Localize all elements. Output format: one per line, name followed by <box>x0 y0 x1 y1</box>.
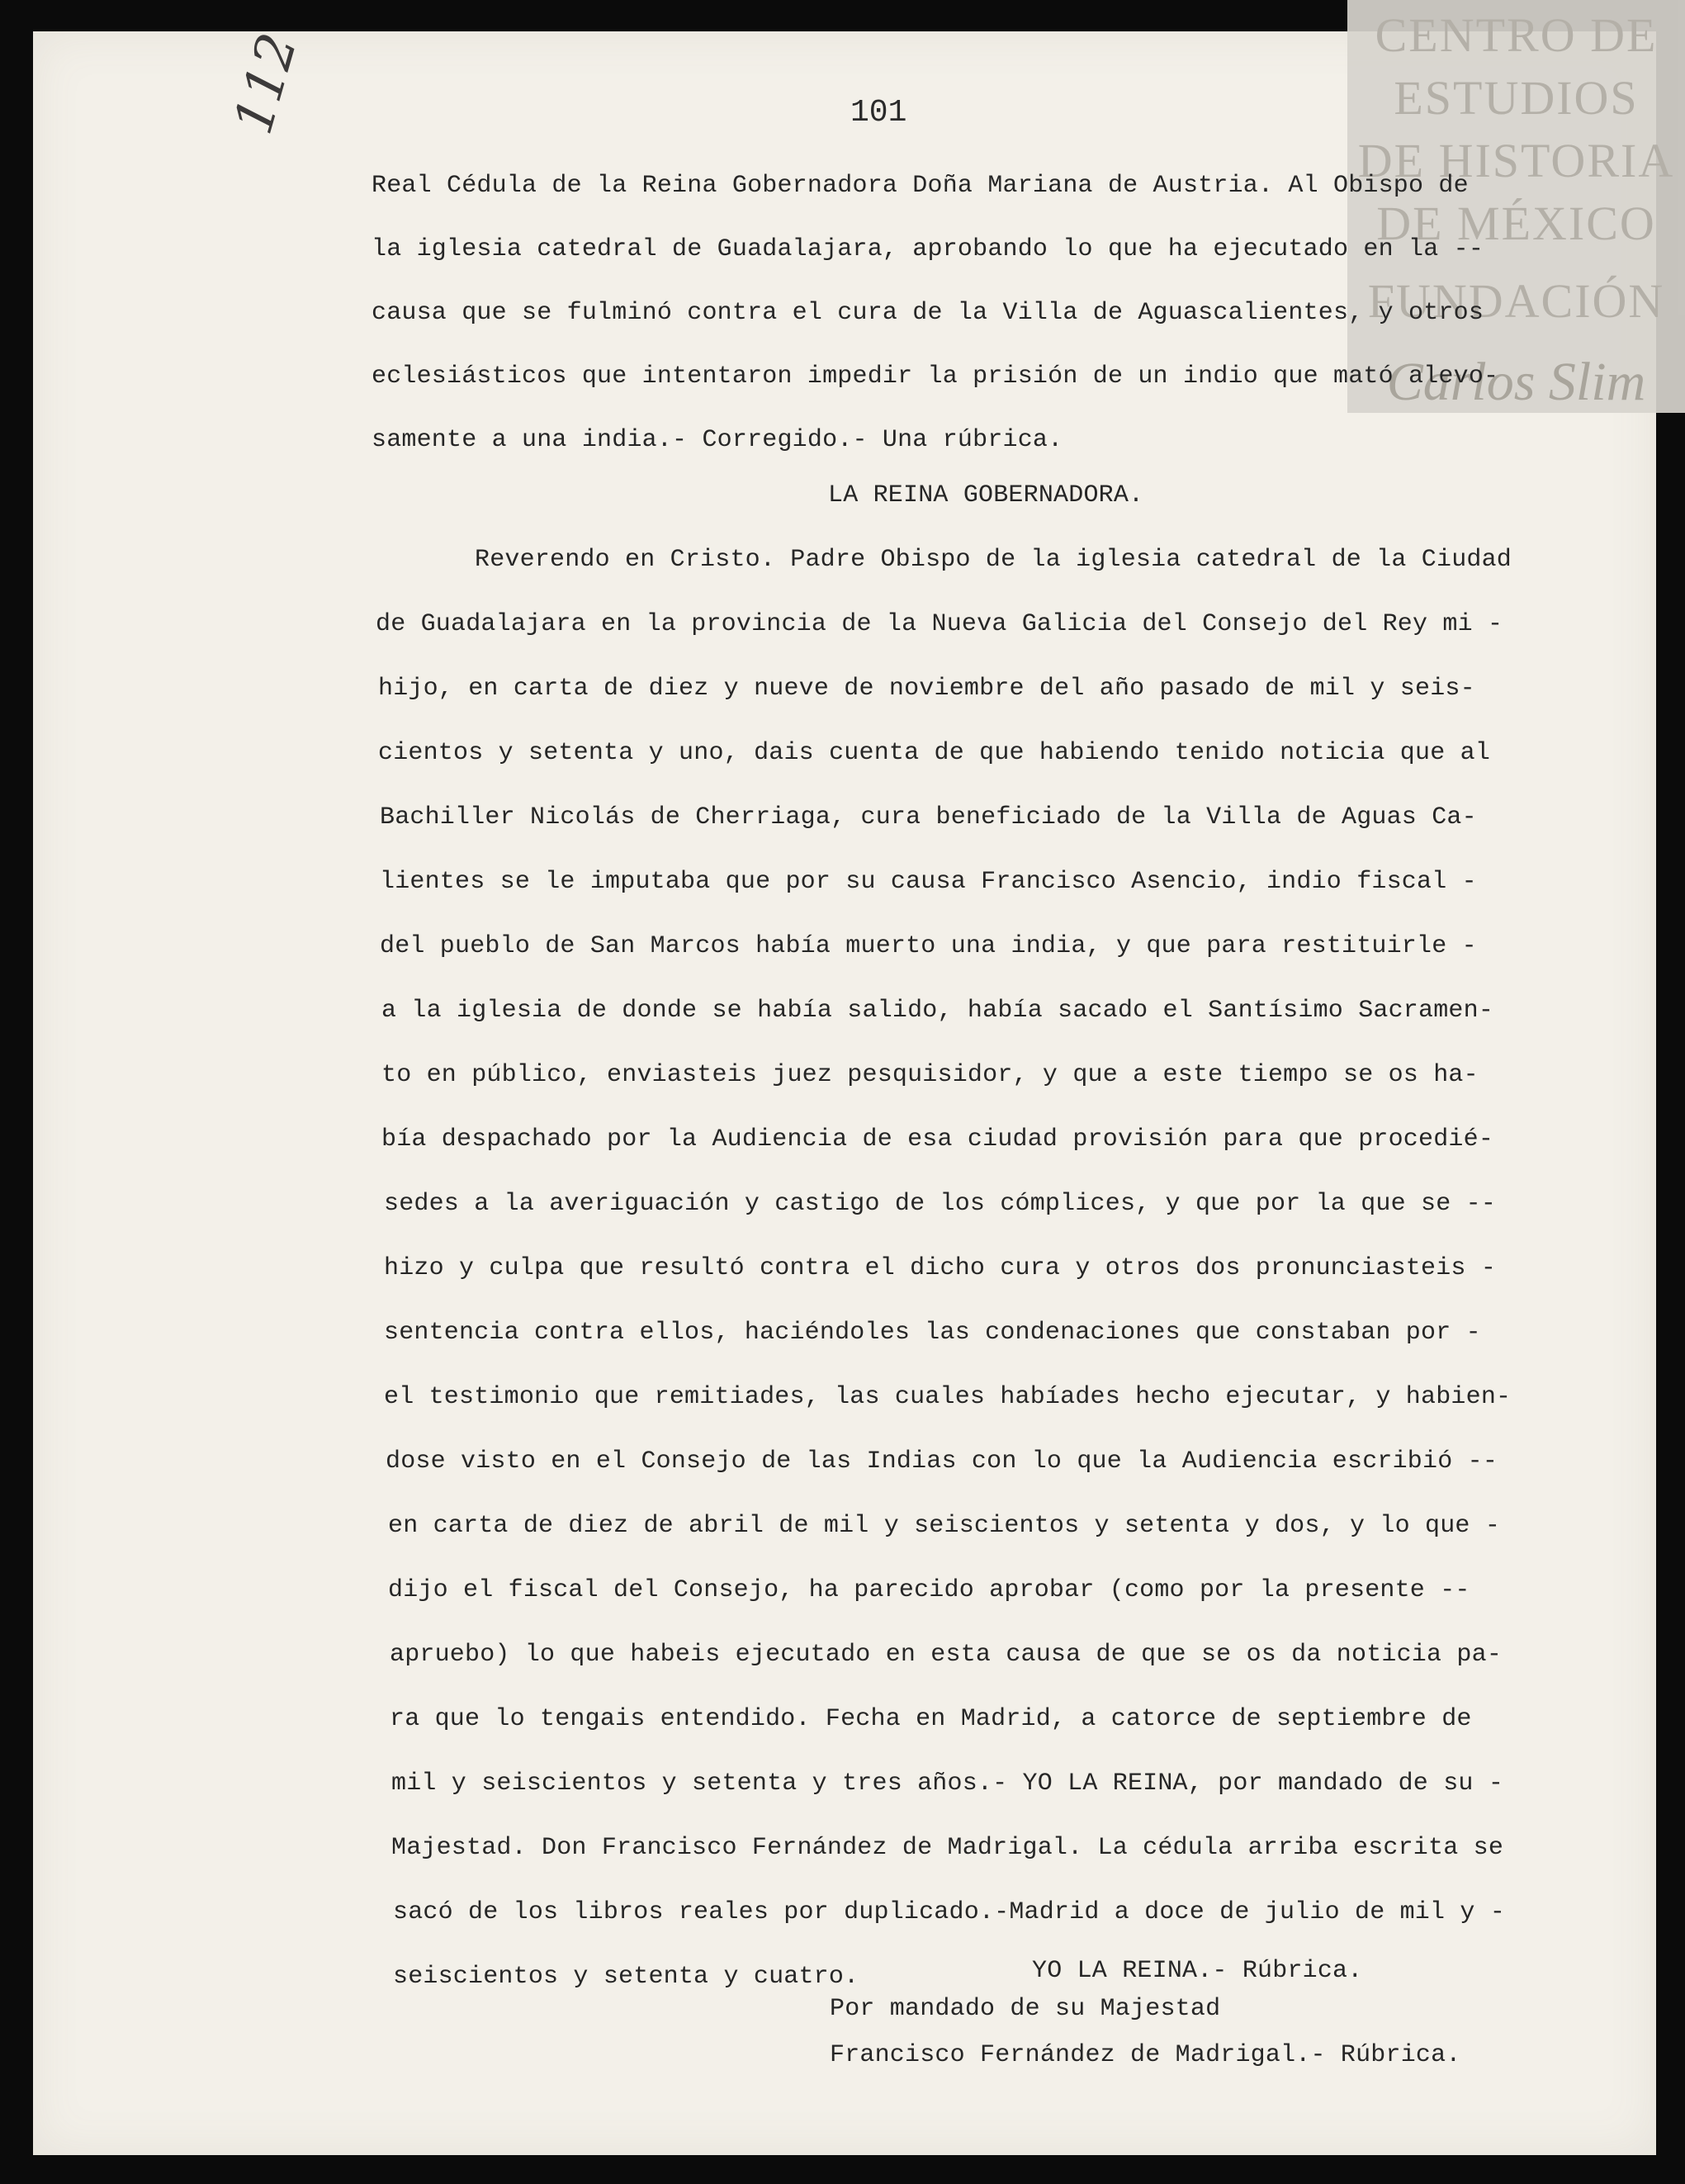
watermark-signature: Carlos Slim <box>1386 352 1646 412</box>
heading-line: Real Cédula de la Reina Gobernadora Doña Mariana de Austria. Al Obispo de <box>372 172 1469 200</box>
watermark-line: ESTUDIOS <box>1394 71 1639 125</box>
body-line: bía despachado por la Audiencia de esa ciudad provisión para que procedié- <box>381 1125 1494 1154</box>
body-line: ra que lo tengais entendido. Fecha en Madrid, a catorce de septiembre de <box>390 1705 1472 1733</box>
body-line: dijo el fiscal del Consejo, ha parecido aprobar (como por la presente -- <box>388 1576 1470 1604</box>
body-line: del pueblo de San Marcos había muerto una india, y que para restituirle - <box>380 932 1477 960</box>
heading-line: eclesiásticos que intentaron impedir la prisión de un indio que mató alevo- <box>372 362 1499 391</box>
body-line: hijo, en carta de diez y nueve de noviembre del año pasado de mil y seis- <box>378 675 1475 703</box>
body-line: a la iglesia de donde se había salido, había sacado el Santísimo Sacramen- <box>381 997 1494 1025</box>
body-line: hizo y culpa que resultó contra el dicho cura y otros dos pronunciasteis - <box>384 1254 1497 1282</box>
watermark-line: DE MÉXICO <box>1376 197 1656 250</box>
body-line: dose visto en el Consejo de las Indias con lo que la Audiencia escribió -- <box>386 1447 1498 1476</box>
closing-line: Francisco Fernández de Madrigal.- Rúbrica. <box>830 2041 1461 2069</box>
body-line: apruebo) lo que habeis ejecutado en esta causa de que se os da noticia pa- <box>390 1641 1503 1669</box>
body-line: to en público, enviasteis juez pesquisidor, y que a este tiempo se os ha- <box>381 1061 1479 1089</box>
body-line: sedes a la averiguación y castigo de los cómplices, y que por la que se -- <box>384 1190 1497 1218</box>
body-line: mil y seiscientos y setenta y tres años.- YO LA REINA, por mandado de su - <box>391 1769 1504 1798</box>
heading-line: samente a una india.- Corregido.- Una rúbrica. <box>372 426 1063 454</box>
body-line: sacó de los libros reales por duplicado.-Madrid a doce de julio de mil y - <box>393 1898 1506 1926</box>
body-line: Bachiller Nicolás de Cherriaga, cura beneficiado de la Villa de Aguas Ca- <box>380 803 1477 831</box>
body-line: Reverendo en Cristo. Padre Obispo de la iglesia catedral de la Ciudad <box>475 546 1512 574</box>
watermark-line: DE HISTORIA <box>1357 134 1675 187</box>
signature-line: YO LA REINA.- Rúbrica. <box>1032 1957 1363 1985</box>
body-line: lientes se le imputaba que por su causa Francisco Asencio, indio fiscal - <box>380 868 1477 896</box>
handwritten-folio-number: 112 <box>223 26 310 141</box>
body-line: Majestad. Don Francisco Fernández de Madrigal. La cédula arriba escrita se <box>391 1834 1504 1862</box>
heading-line: la iglesia catedral de Guadalajara, aprobando lo que ha ejecutado en la -- <box>372 235 1484 263</box>
watermark-line: CENTRO DE <box>1375 8 1658 62</box>
watermark-line: FUNDACIÓN <box>1367 274 1665 328</box>
body-line: en carta de diez de abril de mil y seiscientos y setenta y dos, y lo que - <box>388 1512 1501 1540</box>
body-line: sentencia contra ellos, haciéndoles las condenaciones que constaban por - <box>384 1319 1481 1347</box>
watermark <box>1347 0 1685 413</box>
document-title: LA REINA GOBERNADORA. <box>828 481 1144 509</box>
body-line: cientos y setenta y uno, dais cuenta de que habiendo tenido noticia que al <box>378 739 1491 767</box>
body-line: de Guadalajara en la provincia de la Nueva Galicia del Consejo del Rey mi - <box>376 610 1503 638</box>
body-line: el testimonio que remitiades, las cuales habíades hecho ejecutar, y habien- <box>384 1383 1512 1411</box>
heading-line: causa que se fulminó contra el cura de la Villa de Aguascalientes, y otros <box>372 299 1484 327</box>
body-line: seiscientos y setenta y cuatro. <box>393 1963 859 1991</box>
page-number: 101 <box>850 95 907 130</box>
closing-line: Por mandado de su Majestad <box>830 1995 1221 2023</box>
